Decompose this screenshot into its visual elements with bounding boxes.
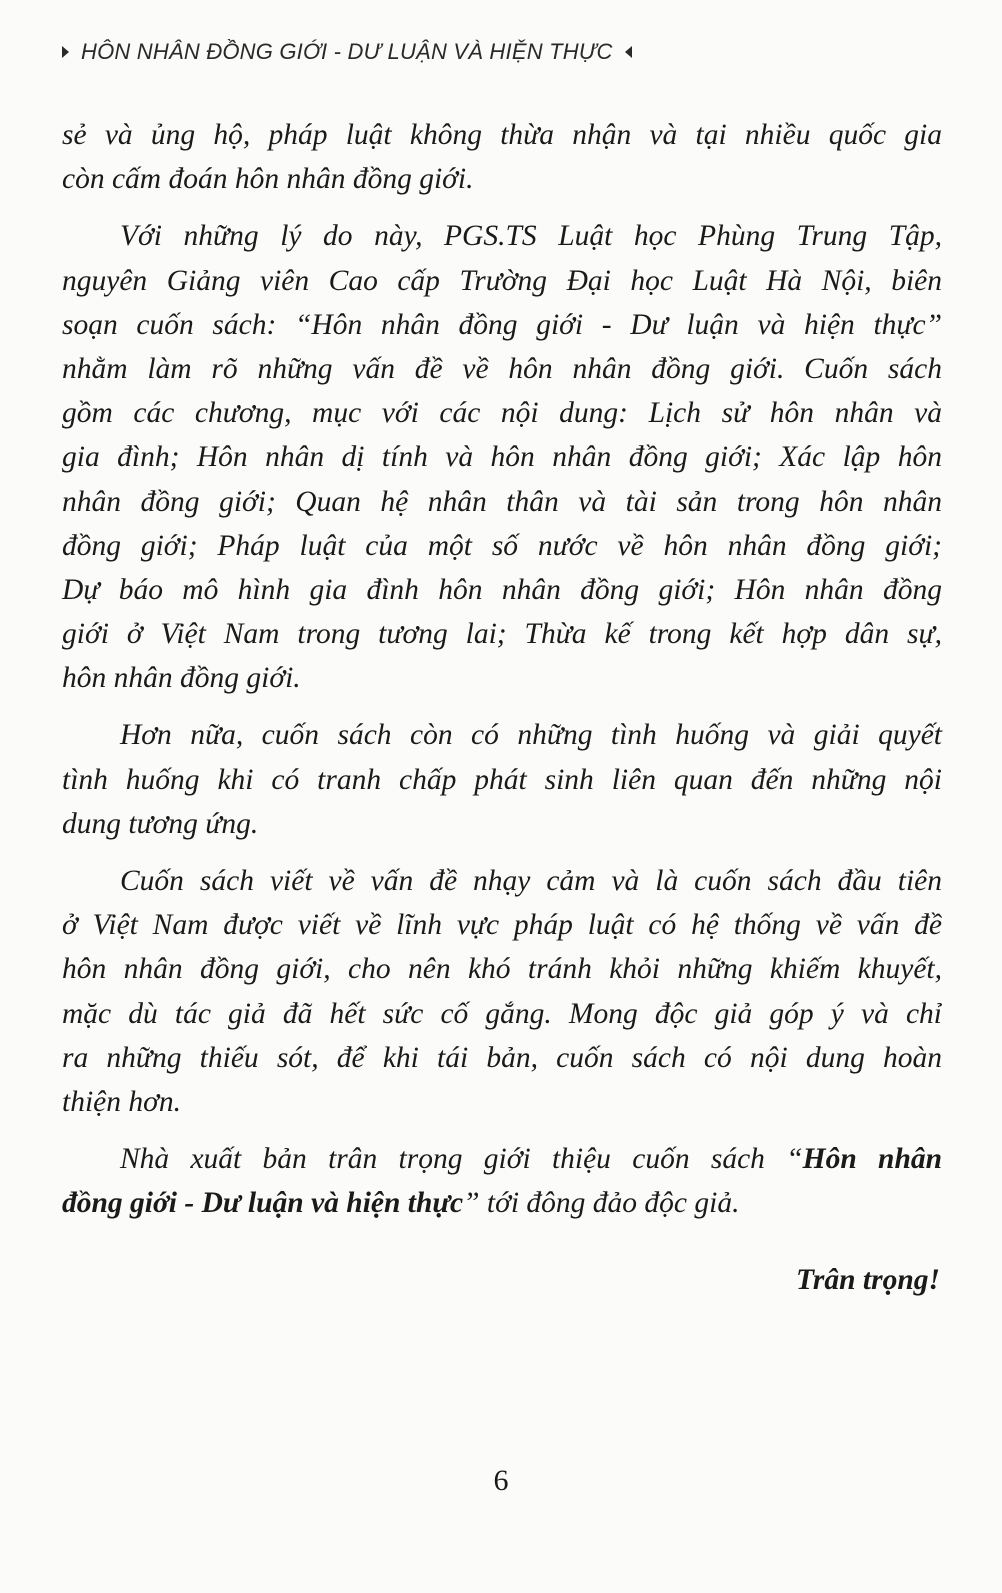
page-number: 6 <box>493 1464 509 1497</box>
text-line: Dự báo mô hình gia đình hôn nhân đồng giới; Hôn nhân đồng <box>62 573 942 606</box>
text-line: Hơn nữa, cuốn sách còn có những tình huống và giải quyết <box>120 719 942 752</box>
text-run: Nhà xuất bản trân trọng giới thiệu cuốn sách “ <box>120 1143 803 1176</box>
text-line: còn cấm đoán hôn nhân đồng giới. <box>62 163 474 196</box>
paragraph-1 <box>62 113 942 201</box>
paragraph-5 <box>62 1137 942 1225</box>
text-line: đồng giới; Pháp luật của một số nước về hôn nhân đồng giới; <box>62 529 942 562</box>
text-line: hôn nhân đồng giới. <box>62 662 301 695</box>
paragraph-4 <box>62 859 942 1124</box>
text-line: dung tương ứng. <box>62 807 259 840</box>
running-header <box>62 38 662 66</box>
text-line: sẻ và ủng hộ, pháp luật không thừa nhận và tại nhiều quốc gia <box>62 119 942 151</box>
book-title-bold: đồng giới - Dư luận và hiện thực <box>62 1187 464 1220</box>
text-line: thiện hơn. <box>62 1085 181 1118</box>
book-title-bold: Hôn nhân <box>802 1143 943 1176</box>
text-line: soạn cuốn sách: “Hôn nhân đồng giới - Dư luận và hiện thực” <box>62 308 942 341</box>
text-run: ” tới đông đảo độc giả. <box>463 1187 740 1220</box>
text-line: tình huống khi có tranh chấp phát sinh liên quan đến những nội <box>62 763 942 796</box>
text-line: nhằm làm rõ những vấn đề về hôn nhân đồng giới. Cuốn sách <box>62 352 942 385</box>
text-line: nguyên Giảng viên Cao cấp Trường Đại học Luật Hà Nội, biên <box>62 264 942 297</box>
text-line: ở Việt Nam được viết về lĩnh vực pháp luật có hệ thống về vấn đề <box>62 909 942 942</box>
text-line: nhân đồng giới; Quan hệ nhân thân và tài sản trong hôn nhân <box>62 485 942 518</box>
text-line <box>62 1181 942 1225</box>
text-line: giới ở Việt Nam trong tương lai; Thừa kế trong kết hợp dân sự, <box>62 618 942 651</box>
triangle-right-icon <box>62 46 69 58</box>
running-header-title: HÔN NHÂN ĐỒNG GIỚI - DƯ LUẬN VÀ HIỆN THỰC <box>81 39 613 64</box>
text-line: ra những thiếu sót, để khi tái bản, cuốn sách có nội dung hoàn <box>62 1041 942 1074</box>
body-text <box>62 113 942 1226</box>
text-line: mặc dù tác giả đã hết sức cố gắng. Mong độc giả góp ý và chỉ <box>62 997 942 1030</box>
text-line: hôn nhân đồng giới, cho nên khó tránh khỏi những khiếm khuyết, <box>62 953 942 986</box>
text-line: gồm các chương, mục với các nội dung: Lịch sử hôn nhân và <box>62 397 942 430</box>
text-line <box>62 1137 942 1181</box>
signoff: Trân trọng! <box>796 1264 940 1296</box>
text-line: gia đình; Hôn nhân dị tính và hôn nhân đồng giới; Xác lập hôn <box>62 441 942 474</box>
paragraph-2 <box>62 214 942 700</box>
paragraph-3 <box>62 713 942 846</box>
text-line: Với những lý do này, PGS.TS Luật học Phùng Trung Tập, <box>120 220 942 253</box>
triangle-left-icon <box>625 46 632 58</box>
text-line: Cuốn sách viết về vấn đề nhạy cảm và là cuốn sách đầu tiên <box>120 865 942 897</box>
